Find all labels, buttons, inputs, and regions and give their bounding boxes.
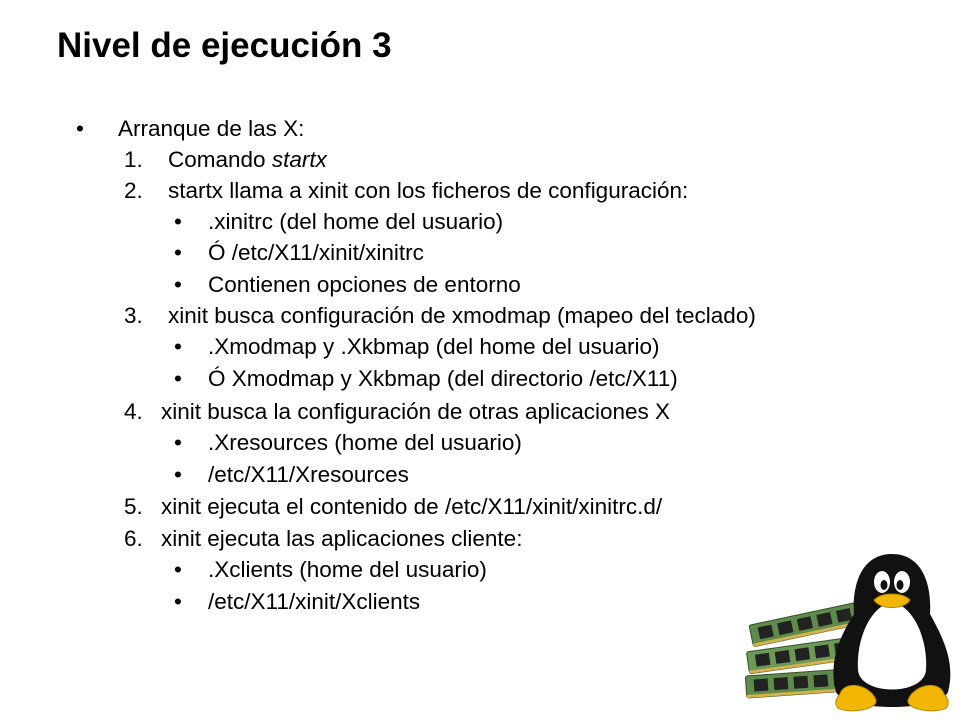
step-6-subitem-1: .Xclients (home del usuario) [208, 557, 487, 582]
sub-bullet-marker: • [174, 334, 182, 359]
step-6-text: xinit ejecuta las aplicaciones cliente: [161, 526, 523, 551]
step-2-number: 2. [124, 178, 143, 203]
sub-bullet-marker: • [174, 557, 182, 582]
step-2-subitem-3: Contienen opciones de entorno [208, 272, 521, 297]
sub-bullet-marker: • [174, 589, 182, 614]
bullet-intro: Arranque de las X: [118, 116, 305, 141]
step-1-command: startx [271, 147, 327, 172]
step-3-number: 3. [124, 303, 143, 328]
step-1-text [168, 145, 327, 175]
step-1-number: 1. [124, 147, 143, 172]
sub-bullet-marker: • [174, 240, 182, 265]
step-3-subitem-2: Ó Xmodmap y Xkbmap (del directorio /etc/X11) [208, 366, 678, 391]
slide-title: Nivel de ejecución 3 [57, 26, 392, 65]
step-4-subitem-1: .Xresources (home del usuario) [208, 430, 522, 455]
step-3-text: xinit busca configuración de xmodmap (mapeo del teclado) [168, 303, 756, 328]
step-6-number: 6. [124, 526, 143, 551]
step-5-text: xinit ejecuta el contenido de /etc/X11/xinit/xinitrc.d/ [161, 494, 663, 519]
sub-bullet-marker: • [174, 430, 182, 455]
step-6-subitem-2: /etc/X11/xinit/Xclients [208, 589, 421, 614]
sub-bullet-marker: • [174, 272, 182, 297]
tux-penguin-icon [833, 554, 950, 711]
step-4-subitem-2: /etc/X11/Xresources [208, 462, 409, 487]
sub-bullet-marker: • [174, 462, 182, 487]
step-4-number: 4. [124, 399, 143, 424]
bullet-marker: • [76, 116, 84, 141]
step-2-subitem-1: .xinitrc (del home del usuario) [208, 209, 504, 234]
step-1-text-prefix: Comando [168, 147, 272, 172]
step-2-text: startx llama a xinit con los ficheros de configuración: [168, 178, 689, 203]
step-4-text: xinit busca la configuración de otras aplicaciones X [161, 399, 671, 424]
sub-bullet-marker: • [174, 209, 182, 234]
step-5-number: 5. [124, 494, 143, 519]
step-3-subitem-1: .Xmodmap y .Xkbmap (del home del usuario) [208, 334, 660, 359]
illustration-svg [744, 544, 960, 720]
linux-illustration [744, 544, 960, 720]
sub-bullet-marker: • [174, 366, 182, 391]
step-2-subitem-2: Ó /etc/X11/xinit/xinitrc [208, 240, 424, 265]
